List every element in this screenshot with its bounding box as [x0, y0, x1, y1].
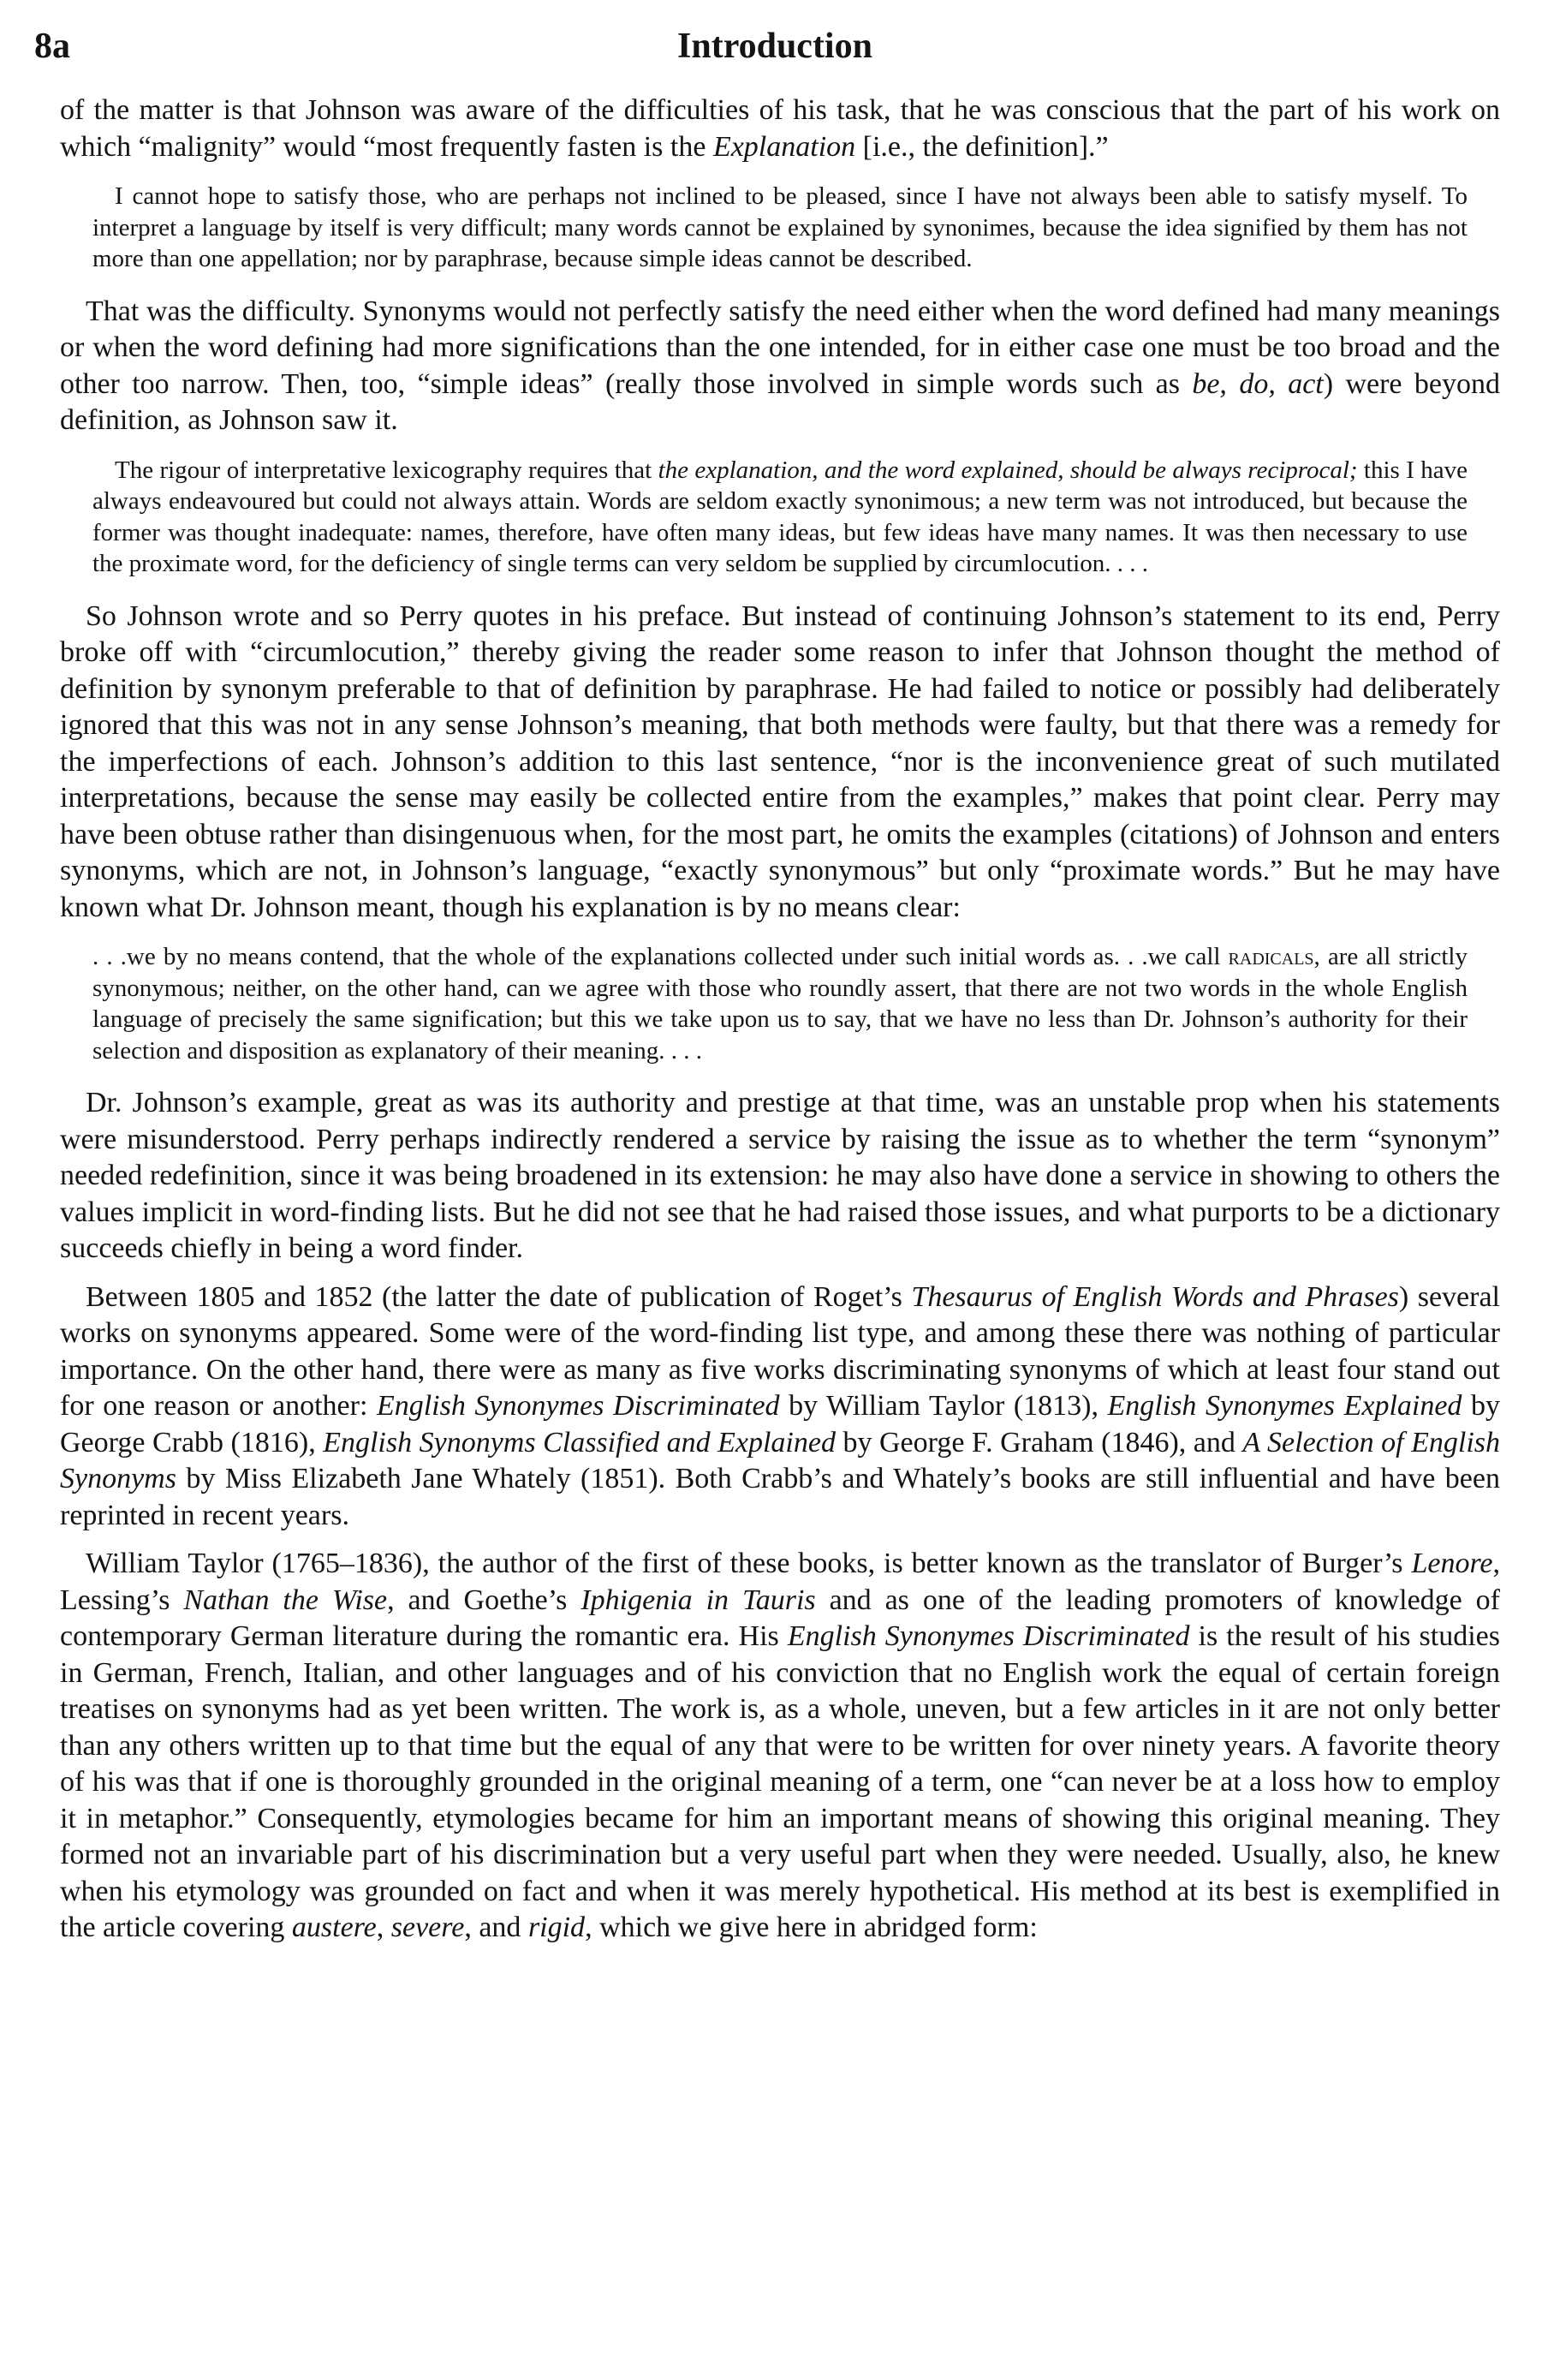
italic-text: Thesaurus of English Words and Phrases [911, 1280, 1399, 1313]
running-head: Introduction [677, 27, 872, 66]
italic-text: rigid [527, 1912, 586, 1943]
italic-text: Explanation [712, 130, 856, 163]
paragraph: Between 1805 and 1852 (the latter the date of publication of Roget’s Thesaurus of English Words and Phrases) several works on synonyms appeared. Some were of the word-finding list type, and among these there was nothing of particular importance. On the other hand, there were as many as five works discriminating synonyms of which at least four stand out for one reason or another: English Synonymes Discriminated by William Taylor (1813), English Synonymes Explained by George Crabb (1816), English Synonyms Classified and Explained by George F. Graham (1846), and A Selection of English Synonyms by Miss Elizabeth Jane Whately (1851). Both Crabb’s and Whately’s books are still influential and have been reprinted in recent years. [60, 1280, 1500, 1531]
block-quote-johnson-1: I cannot hope to satisfy those, who are perhaps not inclined to be pleased, since I have not always been able to satisfy myself. To interpret a language by itself is very difficult; many words cannot be explained by synonimes, because the idea signified by them has not more than one appellation; nor by paraphrase, because simple ideas cannot be described. [92, 182, 1468, 272]
italic-text: Iphigenia in Tauris [580, 1584, 816, 1616]
paragraph-continued: of the matter is that Johnson was aware of the difficulties of his task, that he was conscious that the part of his work on which “malignity” would “most frequently fasten is the Explanation [i.e., the definition].” [60, 94, 1500, 163]
block-quote-johnson-2: The rigour of interpretative lexicography requires that the explanation, and the word explained, should be always reciprocal; this I have always endeavoured but could not always attain. Words are seldom exactly synonimous; a new term was not introduced, but because the former was thought inadequate: names, therefore, have often many ideas, but few ideas have many names. It was then necessary to use the proximate word, for the deficiency of single terms can very seldom be supplied by circumlocution. . . . [92, 456, 1468, 577]
paragraph: Dr. Johnson’s example, great as was its authority and prestige at that time, was an unstable prop when his statements were misunderstood. Perry perhaps indirectly rendered a service by raising the issue as to whether the term “synonym” needed redefinition, since it was being broadened in its extension: he may also have done a service in showing to others the values implicit in word-finding lists. But he did not see that he had raised those issues, and what purports to be a dictionary succeeds chiefly in being a word finder. [60, 1087, 1500, 1264]
italic-text: English Synonyms Classified and Explained [323, 1426, 836, 1458]
block-quote-perry: . . .we by no means contend, that the whole of the explanations collected under such initial words as. . .we call radicals, are all strictly synonymous; neither, on the other hand, can we agree with those who roundly assert, that there are not two words in the whole English language of precisely the same signification; but this we take upon us to say, that we have no less than Dr. Johnson’s authority for their selection and disposition as explanatory of their meaning. . . . [92, 943, 1468, 1065]
paragraph: That was the difficulty. Synonyms would not perfectly satisfy the need either when the word defined had many meanings or when the word defining had more significations than the one intended, for in either case one must be too broad and the other too narrow. Then, too, “simple ideas” (really those involved in simple words such as be, do, act) were beyond definition, as Johnson saw it. [60, 295, 1500, 436]
small-caps-text: radicals [1228, 943, 1314, 970]
italic-text: English Synonymes Explained [1107, 1390, 1462, 1422]
page-header [34, 26, 1515, 77]
italic-text: English Synonymes Discriminated [376, 1390, 780, 1422]
italic-text: A Selection of English Synonyms [60, 1426, 1500, 1494]
italic-text: austere [291, 1912, 377, 1943]
italic-text: Nathan the Wise [183, 1584, 388, 1616]
italic-text: Lenore [1411, 1548, 1493, 1579]
page-number: 8a [34, 27, 70, 66]
italic-text: English Synonymes Discriminated [787, 1620, 1190, 1652]
italic-text: be, do, act [1192, 367, 1324, 400]
body-text [60, 92, 1500, 1959]
paragraph: So Johnson wrote and so Perry quotes in his preface. But instead of continuing Johnson’s statement to its end, Perry broke off with “circumlocution,” thereby giving the reader some reason to infer that Johnson thought the method of definition by synonym preferable to that of definition by paraphrase. He had failed to notice or possibly had deliberately ignored that this was not in any sense Johnson’s meaning, that both methods were faulty, but that there was a remedy for the imperfections of each. Johnson’s addition to this last sentence, “nor is the inconvenience great of such mutilated interpretations, because the sense may easily be collected entire from the examples,” makes that point clear. Perry may have been obtuse rather than disingenuous when, for the most part, he omits the examples (citations) of Johnson and enters synonyms, which are not, in Johnson’s language, “exactly synonymous” but only “proximate words.” But he may have known what Dr. Johnson meant, though his explanation is by no means clear: [60, 599, 1500, 923]
paragraph: William Taylor (1765–1836), the author of the first of these books, is better known as the translator of Burger’s Lenore, Lessing’s Nathan the Wise, and Goethe’s Iphigenia in Tauris and as one of the leading promoters of knowledge of contemporary German literature during the romantic era. His English Synonymes Discriminated is the result of his studies in German, French, Italian, and other languages and of his conviction that no English work the equal of certain foreign treatises on synonyms had as yet been written. The work is, as a whole, uneven, but a few articles in it are not only better than any others written up to that time but the equal of any that were to be written for over ninety years. A favorite theory of his was that if one is thoroughly grounded in the original meaning of a term, one “can never be at a loss how to employ it in metaphor.” Consequently, etymologies became for him an important means of showing this original meaning. They formed not an invariable part of his discrimination but a very useful part when they were needed. Usually, also, he knew when his etymology was grounded on fact and when it was merely hypothetical. His method at its best is exemplified in the article covering austere, severe, and rigid, which we give here in abridged form: [60, 1548, 1501, 1943]
italic-text: severe [390, 1912, 465, 1943]
italic-text: the explanation, and the word explained, should be always reciprocal; [658, 456, 1358, 484]
